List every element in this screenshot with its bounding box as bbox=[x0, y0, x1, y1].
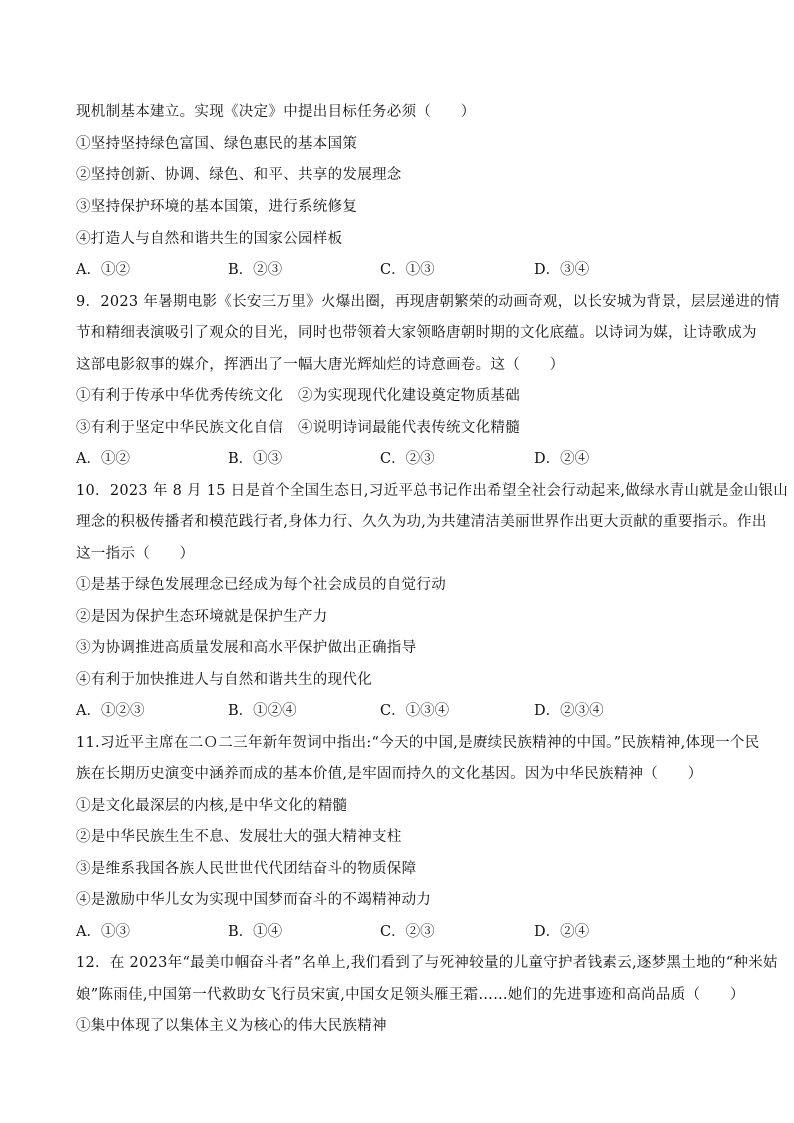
q11-option-a[interactable]: A．①③ bbox=[76, 924, 130, 940]
q9-options bbox=[76, 449, 696, 469]
q8-statement-3: ③坚持保护环境的基本国策，进行系统修复 bbox=[76, 199, 358, 215]
q9-option-a[interactable]: A．①② bbox=[76, 451, 130, 467]
q11-statement-3: ③是维系我国各族人民世世代代团结奋斗的物质保障 bbox=[76, 861, 417, 877]
q11-option-c[interactable]: C．②③ bbox=[380, 924, 435, 940]
q11-statement-4: ④是激励中华儿女为实现中国梦而奋斗的不竭精神动力 bbox=[76, 892, 432, 908]
q10-option-d[interactable]: D．②③④ bbox=[534, 703, 604, 719]
q8-option-a[interactable]: A．①② bbox=[76, 262, 130, 278]
q10-options bbox=[76, 701, 696, 721]
q10-option-a[interactable]: A．①②③ bbox=[76, 703, 145, 719]
q10-stem-line-1: 10．2023 年 8 月 15 日是首个全国生态日,习近平总书记作出希望全社会行动起来,做绿水青山就是金山银山 bbox=[76, 483, 789, 499]
q11-stem-line-1: 11.习近平主席在二Ｏ二三年新年贺词中指出:“今天的中国,是赓续民族精神的中国。”民族精神,体现一个民 bbox=[76, 735, 760, 751]
q12-statement-1: ①集中体现了以集体主义为核心的伟大民族精神 bbox=[76, 1018, 387, 1034]
q9-stem-line-2: 节和精细表演吸引了观众的目光，同时也带领着大家领略唐朝时期的文化底蕴。以诗词为媒，让诗歌成为 bbox=[76, 325, 757, 341]
q10-stem-line-2: 理念的积极传播者和模范践行者,身体力行、久久为功,为共建清洁美丽世界作出更大贡献的重要指示。作出 bbox=[76, 514, 767, 530]
q8-option-d[interactable]: D．③④ bbox=[534, 262, 590, 278]
q8-statement-4: ④打造人与自然和谐共生的国家公园样板 bbox=[76, 231, 343, 247]
q9-stem-line-3: 这部电影叙事的媒介，挥洒出了一幅大唐光辉灿烂的诗意画卷。这（ ） bbox=[76, 357, 565, 373]
q9-statement-2: ③有利于坚定中华民族文化自信 ④说明诗词最能代表传统文化精髓 bbox=[76, 420, 520, 436]
q11-statement-2: ②是中华民族生生不息、发展壮大的强大精神支柱 bbox=[76, 829, 402, 845]
q10-statement-3: ③为协调推进高质量发展和高水平保护做出正确指导 bbox=[76, 640, 417, 656]
q8-options bbox=[76, 260, 696, 280]
q10-statement-1: ①是基于绿色发展理念已经成为每个社会成员的自觉行动 bbox=[76, 577, 446, 593]
q12-stem-line-1: 12．在 2023年“最美巾帼奋斗者”名单上,我们看到了与死神较量的儿童守护者钱素云,逐梦黑土地的“种米姑 bbox=[76, 955, 778, 971]
q10-stem-line-3: 这一指示（ ） bbox=[76, 546, 195, 562]
q9-option-b[interactable]: B．①③ bbox=[228, 451, 283, 467]
q9-stem-line-1: 9．2023 年暑期电影《长安三万里》火爆出圈，再现唐朝繁荣的动画奇观，以长安城为背景，层层递进的情 bbox=[76, 294, 780, 310]
q10-option-c[interactable]: C．①③④ bbox=[380, 703, 450, 719]
q11-stem-line-2: 族在长期历史演变中涵养而成的基本价值,是牢固而持久的文化基因。因为中华民族精神（ ） bbox=[76, 766, 703, 782]
q8-stem: 现机制基本建立。实现《决定》中提出目标任务必须（ ） bbox=[76, 104, 476, 120]
q8-option-b[interactable]: B．②③ bbox=[228, 262, 283, 278]
q10-option-b[interactable]: B．①②④ bbox=[228, 703, 297, 719]
q10-statement-4: ④有利于加快推进人与自然和谐共生的现代化 bbox=[76, 672, 372, 688]
q11-option-d[interactable]: D．②④ bbox=[534, 924, 590, 940]
q10-statement-2: ②是因为保护生态环境就是保护生产力 bbox=[76, 609, 328, 625]
q9-option-d[interactable]: D．②④ bbox=[534, 451, 590, 467]
q9-statement-1: ①有利于传承中华优秀传统文化 ②为实现现代化建设奠定物质基础 bbox=[76, 388, 520, 404]
q8-statement-1: ①坚持坚持绿色富国、绿色惠民的基本国策 bbox=[76, 136, 358, 152]
q8-option-c[interactable]: C．①③ bbox=[380, 262, 435, 278]
q8-statement-2: ②坚持创新、协调、绿色、和平、共享的发展理念 bbox=[76, 167, 402, 183]
q12-stem-line-2: 娘”陈雨佳,中国第一代救助女飞行员宋寅,中国女足领头雁王霜……她们的先进事迹和高尚品质（ ） bbox=[76, 987, 745, 1003]
q11-option-b[interactable]: B．①④ bbox=[228, 924, 283, 940]
q11-statement-1: ①是文化最深层的内核,是中华文化的精髓 bbox=[76, 798, 348, 814]
q11-options bbox=[76, 922, 696, 942]
q9-option-c[interactable]: C．②③ bbox=[380, 451, 435, 467]
